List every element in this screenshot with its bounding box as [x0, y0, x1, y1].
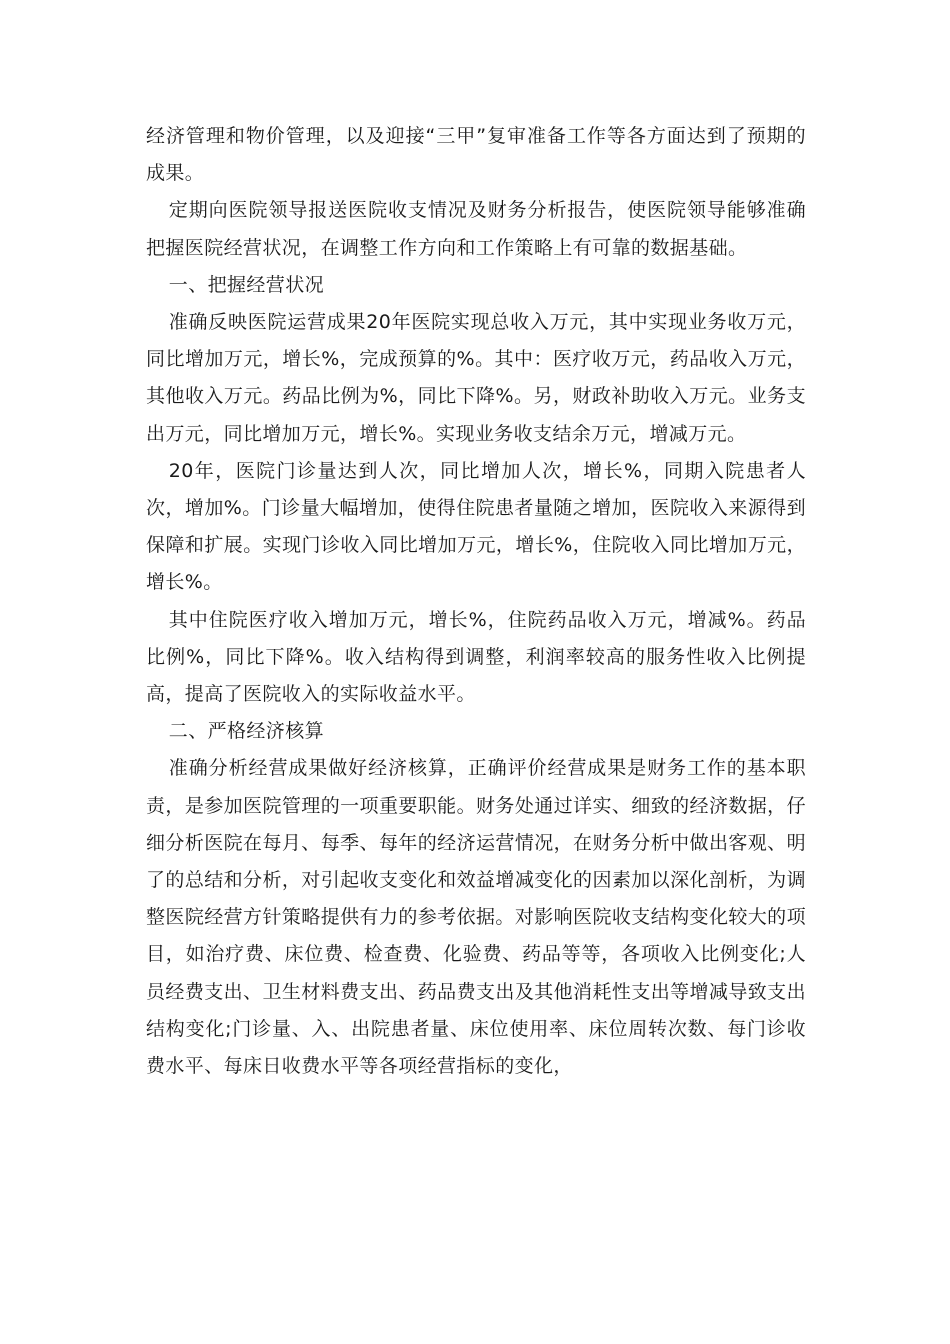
- paragraph-operating-results: 准确反映医院运营成果20年医院实现总收入万元，其中实现业务收万元，同比增加万元，增长%，完成预算的%。其中：医疗收万元，药品收入万元，其他收入万元。药品比例为%，同比下降%。另，财政补助收入万元。业务支出万元，同比增加万元，增长%。实现业务收支结余万元，增减万元。: [146, 311, 806, 445]
- paragraph-outpatient-volume: 20年，医院门诊量达到人次，同比增加人次，增长%，同期入院患者人次，增加%。门诊量大幅增加，使得住院患者量随之增加，医院收入来源得到保障和扩展。实现门诊收入同比增加万元，增长%，住院收入同比增加万元，增长%。: [146, 459, 806, 594]
- paragraph-intro-continuation: 经济管理和物价管理，以及迎接“三甲”复审准备工作等各方面达到了预期的成果。: [146, 125, 806, 185]
- paragraph-report-submission: 定期向医院领导报送医院收支情况及财务分析报告，使医院领导能够准确把握医院经营状况，在调整工作方向和工作策略上有可靠的数据基础。: [146, 199, 806, 259]
- paragraph-inpatient-income: 其中住院医疗收入增加万元，增长%，住院药品收入万元，增减%。药品比例%，同比下降%。收入结构得到调整，利润率较高的服务性收入比例提高，提高了医院收入的实际收益水平。: [146, 608, 806, 706]
- section-heading-1: 一、把握经营状况: [168, 273, 324, 296]
- paragraph-economic-accounting: 准确分析经营成果做好经济核算，正确评价经营成果是财务工作的基本职责，是参加医院管理的一项重要职能。财务处通过详实、细致的经济数据，仔细分析医院在每月、每季、每年的经济运营情况，在财务分析中做出客观、明了的总结和分析，对引起收支变化和效益增减变化的因素加以深化剖析，为调整医院经营方针策略提供有力的参考依据。对影响医院收支结构变化较大的项目，如治疗费、床位费、检查费、化验费、药品等等，各项收入比例变化;人员经费支出、卫生材料费支出、药品费支出及其他消耗性支出等增减导致支出结构变化;门诊量、入、出院患者量、床位使用率、床位周转次数、每门诊收费水平、每床日收费水平等各项经营指标的变化，: [146, 757, 806, 1078]
- document-body: [146, 118, 806, 1085]
- section-heading-2: 二、严格经济核算: [168, 720, 324, 743]
